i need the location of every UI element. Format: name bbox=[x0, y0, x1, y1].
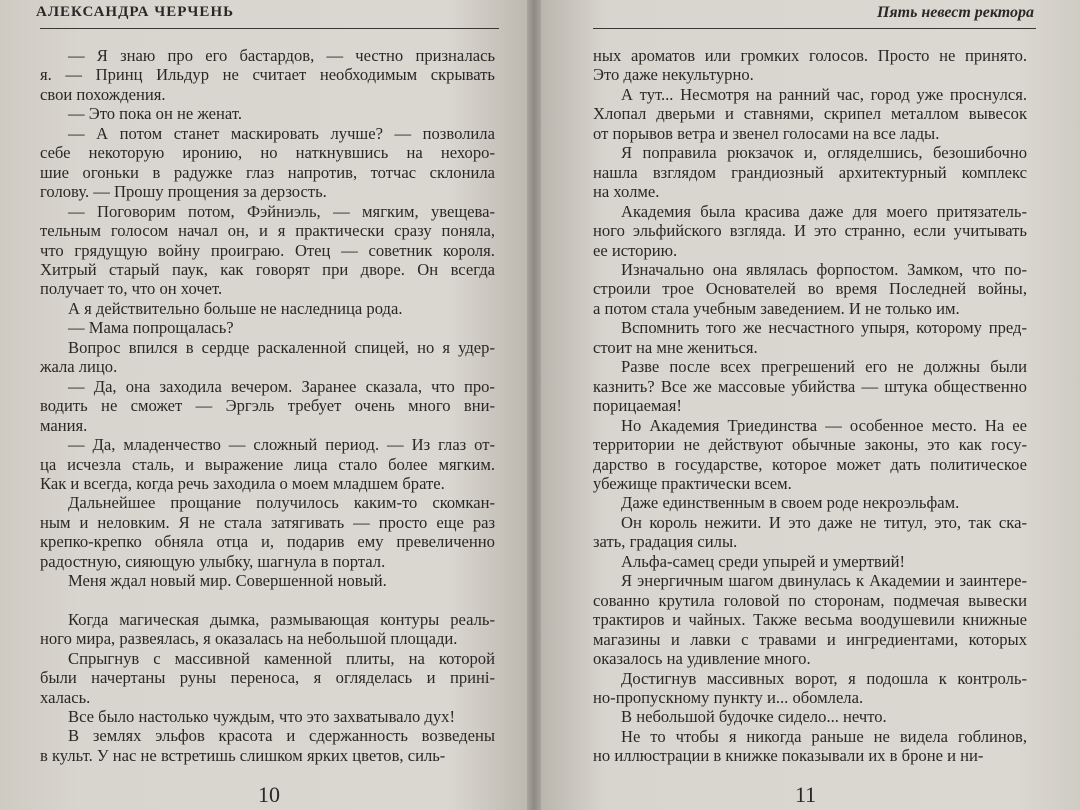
text-line: но иллюстрации в книжке показывали их в броне и ни- bbox=[593, 746, 984, 766]
text-line: Я поправила рюкзачок и, огляделшись, безошибочно bbox=[621, 143, 1028, 163]
text-line: ца исчезла сталь, и выражение лица стало более мягким. bbox=[40, 454, 496, 474]
text-line: порицаемая! bbox=[593, 396, 682, 416]
text-line: Вспомнить того же несчастного упыря, которому пред- bbox=[621, 318, 1028, 338]
text-line: шие огоньки в радужке глаз напротив, тотчас склонила bbox=[40, 162, 496, 182]
text-line: — А потом станет маскировать лучше? — позволила bbox=[68, 123, 495, 143]
header-rule bbox=[593, 28, 1036, 29]
text-line: Альфа-самец среди упырей и умертвий! bbox=[621, 551, 906, 571]
text-line: были начертаны руны переноса, я огляделась и прині- bbox=[40, 668, 496, 688]
right-page-text bbox=[593, 46, 1027, 766]
text-line: А тут... Несмотря на ранний час, город уже проснулся. bbox=[621, 84, 1027, 104]
running-head-author: АЛЕКСАНДРА ЧЕРЧЕНЬ bbox=[36, 4, 235, 20]
page-number: 11 bbox=[795, 782, 817, 807]
text-line: свои похождения. bbox=[40, 84, 166, 104]
text-line: Разве после всех прегрешений его не должны были bbox=[621, 357, 1027, 377]
text-line: а потом стала учебным заведением. И не только им. bbox=[593, 298, 960, 318]
text-line: Хитрый старый паук, как говорят при дворе. Он всегда bbox=[40, 259, 496, 279]
text-line: дарство в государстве, которое может дать политическое bbox=[593, 454, 1027, 474]
text-line: казнить? Все же массовые убийства — штука общественно bbox=[593, 376, 1027, 396]
text-line: Все было настолько чуждым, что это захватывало дух! bbox=[68, 706, 455, 726]
text-line: себе некоторую иронию, но наткнувшись на нехоро- bbox=[40, 143, 495, 163]
text-line: получает то, что он хочет. bbox=[40, 279, 223, 299]
text-line: — Да, она заходила вечером. Заранее сказала, что про- bbox=[68, 376, 495, 396]
text-line: голову. — Прошу прощения за дерзость. bbox=[40, 182, 327, 202]
text-line: оказалось на удивление много. bbox=[593, 649, 811, 669]
text-line: Даже единственным в своем роде некроэльфам. bbox=[621, 493, 960, 513]
text-line: мания. bbox=[40, 415, 88, 435]
text-line: я. — Принц Ильдур не считает необходимым скрывать bbox=[40, 65, 495, 85]
text-line: Вопрос впился в сердце раскаленной спицей, но я удер- bbox=[68, 337, 495, 357]
book-gutter bbox=[527, 0, 541, 810]
text-line: — Я знаю про его бастардов, — честно призналась bbox=[68, 46, 496, 65]
text-line: трактиров и чайных. Также весьма воодушевили книжные bbox=[593, 610, 1027, 630]
text-line: ных ароматов или громких голосов. Просто не принято. bbox=[593, 46, 1028, 65]
text-line: в культ. У нас не встретишь слишком ярких цветов, силь- bbox=[40, 745, 446, 765]
text-line: Я энергичным шагом двинулась к Академии и заинтере- bbox=[621, 571, 1027, 591]
text-line: сованно крутила головой по сторонам, подмечая вывески bbox=[593, 590, 1027, 610]
text-line: Не то чтобы я никогда раньше не видела гоблинов, bbox=[621, 726, 1028, 746]
text-line: строили трое Основателей во время Последней войны, bbox=[593, 279, 1027, 299]
text-line: Меня ждал новый мир. Совершенной новый. bbox=[68, 571, 387, 591]
text-line: ным и неловким. Я не стала затягивать — просто еще раз bbox=[40, 512, 496, 532]
text-line: убежище практически всем. bbox=[593, 473, 792, 493]
text-line: Академия была красива даже для моего притязатель- bbox=[621, 201, 1027, 221]
text-line: Спрыгнув с массивной каменной плиты, на которой bbox=[68, 648, 495, 668]
text-line: В землях эльфов красота и сдержанность возведены bbox=[68, 726, 495, 746]
text-line: ного эльфийского взгляда. И это странно, если учитывать bbox=[593, 221, 1027, 241]
text-line: от порывов ветра и звенел голосами на все лады. bbox=[593, 123, 940, 143]
text-line: магазины и лавки с травами и ингредиентами, которых bbox=[593, 629, 1027, 649]
text-line: радостную, сияющую улыбку, шагнула в портал. bbox=[40, 551, 386, 571]
text-line: Достигнув массивных ворот, я подошла к контроль- bbox=[621, 668, 1027, 688]
text-line: нашла взглядом грандиозный архитектурный комплекс bbox=[593, 162, 1027, 182]
text-line: жала лицо. bbox=[40, 357, 118, 377]
text-line: Но Академия Триединства — особенное место. На ее bbox=[621, 415, 1028, 435]
text-line: — Мама попрощалась? bbox=[68, 318, 234, 338]
text-line: ного мира, развеялась, я оказалась на небольшой площади. bbox=[40, 629, 458, 649]
text-line: зать, градация силы. bbox=[593, 532, 738, 552]
text-line: водить не сможет — Эргэль требует очень много вни- bbox=[40, 396, 496, 416]
text-line: Хлопал дверьми и ставнями, скрипел металлом вывесок bbox=[593, 104, 1028, 124]
text-line: — Поговорим потом, Фэйниэль, — мягким, увещева- bbox=[68, 201, 496, 221]
text-line: Дальнейшее прощание получилось каким-то скомкан- bbox=[68, 493, 495, 513]
text-line: В небольшой будочке сидело... нечто. bbox=[621, 707, 887, 727]
text-line: Когда магическая дымка, размывающая контуры реаль- bbox=[68, 609, 495, 629]
text-line: крепко-крепко обняла отца и, подарив ему превеличенно bbox=[40, 532, 495, 552]
text-line: тельным голосом начал он, и я практически сразу поняла, bbox=[40, 221, 496, 241]
header-rule bbox=[40, 28, 499, 29]
text-line: что грядущую войну проиграю. Отец — советник короля. bbox=[40, 240, 495, 260]
left-page bbox=[0, 0, 527, 810]
text-line: А я действительно больше не наследница рода. bbox=[68, 298, 403, 318]
text-line: территории не действуют обычные законы, это как госу- bbox=[593, 435, 1028, 455]
text-line: — Да, младенчество — сложный период. — Из глаз от- bbox=[68, 435, 496, 455]
text-line: Как и всегда, когда речь заходила о моем младшем брате. bbox=[40, 473, 445, 493]
left-page-text bbox=[40, 46, 495, 765]
text-line: халась. bbox=[40, 687, 91, 707]
running-head-title: Пять невест ректора bbox=[876, 4, 1034, 21]
text-line: Изначально она являлась форпостом. Замком, что по- bbox=[621, 259, 1028, 279]
text-line: но-пропускному пункту и... обомлела. bbox=[593, 687, 864, 707]
right-page bbox=[541, 0, 1080, 810]
page-number: 10 bbox=[258, 782, 280, 807]
text-line: Он король нежити. И это даже не титул, это, так ска- bbox=[621, 512, 1027, 532]
text-line: стоит на мне жениться. bbox=[593, 337, 758, 357]
text-line: на холме. bbox=[593, 182, 660, 202]
text-line: Это даже некультурно. bbox=[593, 65, 754, 85]
text-line: ее историю. bbox=[593, 240, 678, 260]
text-line: — Это пока он не женат. bbox=[68, 104, 242, 124]
